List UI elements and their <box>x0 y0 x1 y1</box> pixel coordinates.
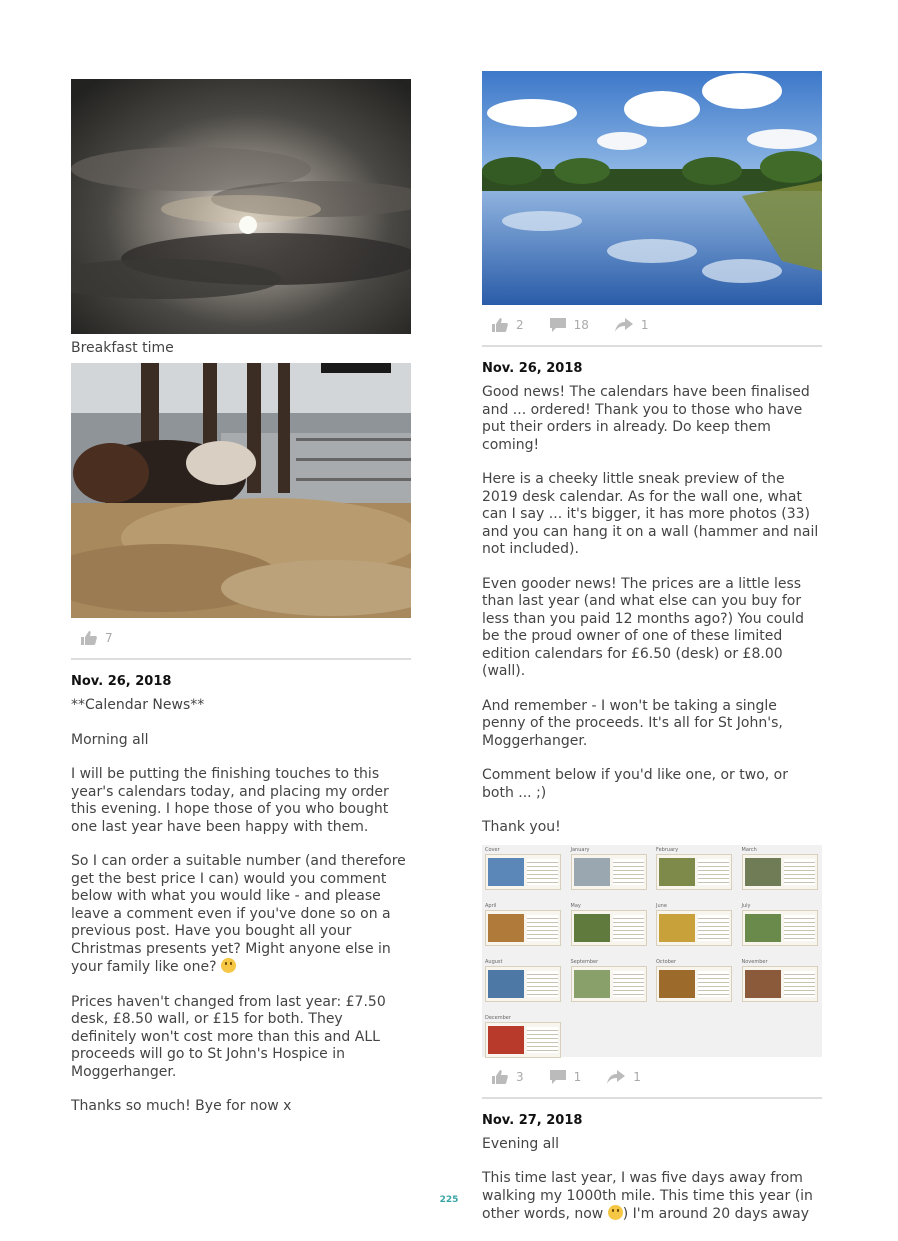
smiling-emoji-icon <box>608 1205 623 1220</box>
like-count: 2 <box>516 318 524 332</box>
post-paragraph: Prices haven't changed from last year: £7.50 desk, £8.50 wall, or £15 for both. They definitely won't cost more than this and ALL proceeds will go to St John's Hospice in Moggerhanger. <box>71 993 386 1080</box>
share-icon <box>615 318 633 332</box>
calendar-thumbnail <box>656 959 734 1007</box>
calendar-card <box>742 966 818 1002</box>
thumbs-up-icon <box>81 631 97 645</box>
comment-icon <box>550 318 566 332</box>
page-number: 225 <box>439 1195 459 1205</box>
calendar-date-table <box>613 915 644 941</box>
calendar-date-table <box>698 971 729 997</box>
share-button[interactable] <box>607 1070 641 1084</box>
calendar-month-label: July <box>741 902 751 909</box>
post-date: Nov. 27, 2018 <box>482 1112 583 1128</box>
calendar-date-table <box>527 1027 558 1053</box>
calendar-month-label: March <box>741 846 757 853</box>
calendar-month-label: April <box>485 902 497 909</box>
calendar-card <box>571 966 647 1002</box>
comment-icon <box>550 1070 566 1084</box>
calendar-date-table <box>527 971 558 997</box>
calendar-thumbnail <box>485 847 563 895</box>
calendar-thumbnail <box>571 959 649 1007</box>
calendar-card <box>656 966 732 1002</box>
share-count: 1 <box>633 1069 641 1084</box>
calendar-date-table <box>527 859 558 885</box>
calendar-card <box>485 910 561 946</box>
calendar-month-label: August <box>485 958 503 965</box>
calendar-thumbnail <box>742 903 820 951</box>
post-paragraph: I will be putting the finishing touches to this year's calendars today, and placing my order this evening. I hope those of you who bought one last year have been happy with them. <box>71 766 389 835</box>
calendar-month-label: February <box>656 846 679 853</box>
calendar-thumbnail <box>742 847 820 895</box>
calendar-month-label: May <box>570 902 581 909</box>
calendar-date-table <box>784 915 815 941</box>
calendar-photo <box>745 970 781 998</box>
post-paragraph: Thanks so much! Bye for now x <box>71 1098 292 1114</box>
post-actions <box>482 1065 822 1089</box>
post-paragraph: Thank you! <box>482 819 561 835</box>
divider <box>482 1097 822 1099</box>
grinning-emoji-icon <box>221 958 236 973</box>
like-button[interactable] <box>492 1070 524 1084</box>
left-column <box>71 79 411 1133</box>
calendar-photo <box>574 970 610 998</box>
calendar-thumbnail <box>485 1015 563 1063</box>
calendar-photo <box>659 858 695 886</box>
divider <box>71 658 411 660</box>
post-paragraph: Evening all <box>482 1135 560 1152</box>
calendar-date-table <box>613 859 644 885</box>
post-date: Nov. 26, 2018 <box>71 674 172 689</box>
calendar-date-table <box>698 915 729 941</box>
post-date: Nov. 26, 2018 <box>482 361 583 376</box>
post-actions <box>71 626 411 650</box>
post-paragraph <box>71 853 411 977</box>
post-paragraph: Here is a cheeky little sneak preview of the 2019 desk calendar. As for the wall one, what can I say ... it's bigger, it has more photos (33) and you can hang it on a wall (hammer and nail not included). <box>482 471 819 557</box>
calendar-thumbnail <box>485 959 563 1007</box>
calendar-card <box>742 854 818 890</box>
share-count: 1 <box>640 318 649 332</box>
cows-photo <box>71 363 411 618</box>
calendar-thumbnail <box>571 847 649 895</box>
calendar-month-label: November <box>741 958 768 965</box>
calendar-card <box>485 966 561 1002</box>
calendar-month-label: October <box>656 958 677 965</box>
sunrise-photo <box>71 79 411 334</box>
share-button[interactable] <box>615 318 649 332</box>
like-button[interactable] <box>81 631 113 645</box>
calendar-card <box>485 1022 561 1058</box>
calendar-card <box>742 910 818 946</box>
share-icon <box>607 1070 625 1084</box>
post-paragraph: Comment below if you'd like one, or two, or both ... ;) <box>482 767 788 801</box>
calendar-photo <box>659 970 695 998</box>
post-actions <box>482 313 822 337</box>
calendar-month-label: January <box>570 846 590 853</box>
post-paragraph: Morning all <box>71 731 149 748</box>
calendar-date-table <box>527 915 558 941</box>
calendar-month-label: Cover <box>485 846 500 853</box>
calendar-photo <box>659 914 695 942</box>
like-count: 7 <box>105 631 113 645</box>
calendar-month-label: June <box>656 902 667 909</box>
right-column <box>482 71 822 1241</box>
comment-count: 18 <box>573 318 589 332</box>
calendar-card <box>656 910 732 946</box>
calendar-month-label: December <box>485 1014 511 1021</box>
calendar-date-table <box>784 859 815 885</box>
post-paragraph-text: This time last year, I was five days away from walking my 1000th mile. This time this year (in other words, now <box>482 1170 813 1222</box>
calendar-photo <box>488 1026 524 1054</box>
calendar-thumbnail <box>571 903 649 951</box>
calendar-date-table <box>698 859 729 885</box>
post-paragraph: Good news! The calendars have been finalised and ... ordered! Thank you to those who have put their orders in already. Do keep them coming! <box>482 384 810 453</box>
comment-button[interactable] <box>550 1070 582 1084</box>
post-paragraph: Even gooder news! The prices are a little less than last year (and what else can you buy for less than you paid 12 months ago?) You could be the proud owner of one of these limited edition calendars for £6.50 (desk) or £8.00 (wall). <box>482 575 804 679</box>
calendar-photo <box>574 858 610 886</box>
lake-photo <box>482 71 822 305</box>
calendar-photo <box>745 914 781 942</box>
like-button[interactable] <box>492 318 524 332</box>
post-paragraph: **Calendar News** <box>71 697 205 713</box>
thumbs-up-icon <box>492 1070 508 1084</box>
post-paragraph-text: So I can order a suitable number (and therefore get the best price I can) would you comment below with what you would like - and please leave a comment even if you've done so on a previous post. Have you bought all your Christmas presents yet? Might anyone else in your family like one? <box>71 853 406 975</box>
divider <box>482 345 822 347</box>
calendar-photo <box>488 858 524 886</box>
calendar-date-table <box>613 971 644 997</box>
photo-caption: Breakfast time <box>71 340 174 356</box>
calendar-card <box>485 854 561 890</box>
like-count: 3 <box>516 1069 524 1084</box>
calendar-card <box>571 910 647 946</box>
calendar-thumbnail <box>742 959 820 1007</box>
calendar-thumbnail <box>485 903 563 951</box>
calendar-date-table <box>784 971 815 997</box>
calendar-month-label: September <box>570 958 599 965</box>
comment-count: 1 <box>573 1069 582 1084</box>
calendar-preview-grid <box>482 845 822 1057</box>
thumbs-up-icon <box>492 318 508 332</box>
calendar-card <box>571 854 647 890</box>
calendar-photo <box>488 970 524 998</box>
calendar-thumbnail <box>656 847 734 895</box>
calendar-photo <box>745 858 781 886</box>
post-paragraph: And remember - I won't be taking a single penny of the proceeds. It's all for St John's, Moggerhanger. <box>482 697 783 749</box>
post-paragraph-text: ) I'm around 20 days away <box>622 1206 810 1222</box>
calendar-thumbnail <box>656 903 734 951</box>
calendar-photo <box>488 914 524 942</box>
comment-button[interactable] <box>550 318 589 332</box>
calendar-photo <box>574 914 610 942</box>
calendar-card <box>656 854 732 890</box>
